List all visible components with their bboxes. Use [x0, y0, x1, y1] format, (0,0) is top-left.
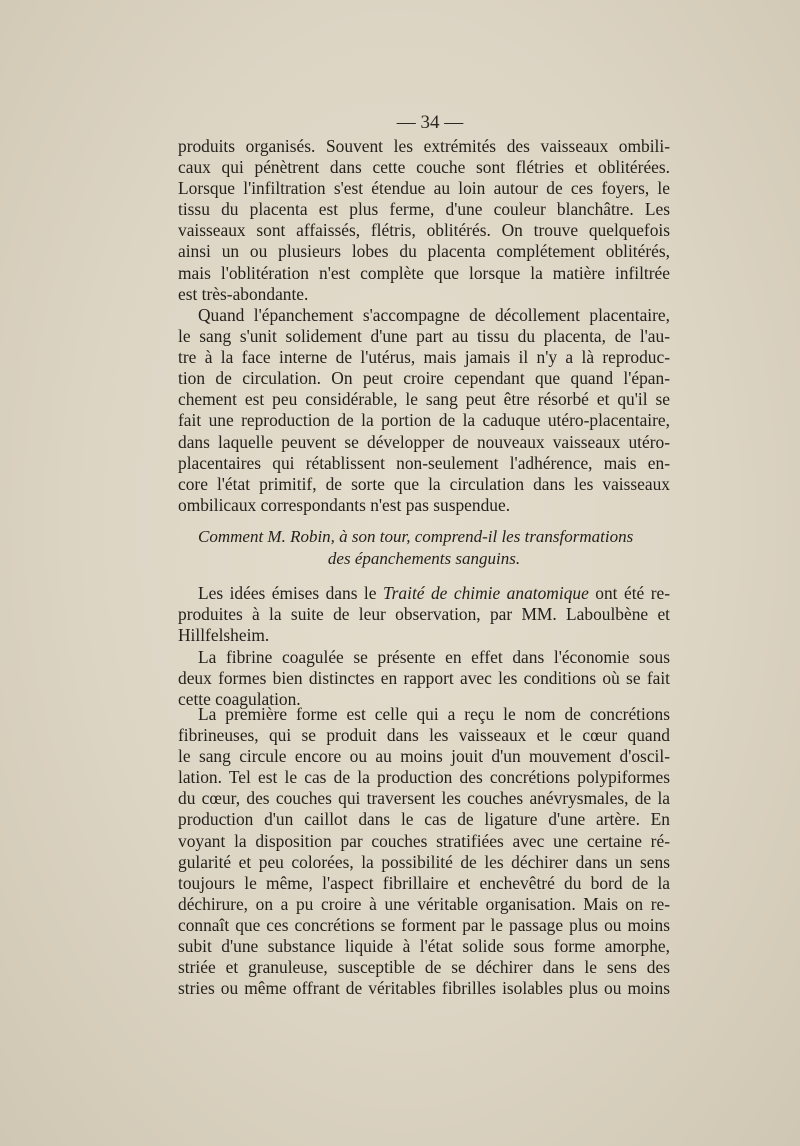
text-line: tre à la face interne de l'utérus, mais jamais il n'y a là reproduc- [178, 347, 670, 368]
text-line: production d'un caillot dans le cas de ligature d'une artère. En [178, 809, 670, 830]
text-line: lation. Tel est le cas de la production des concrétions polypiformes [178, 767, 670, 788]
text-line: ombilicaux correspondants n'est pas suspendue. [178, 494, 511, 515]
text-line: placentaires qui rétablissent non-seulement l'adhérence, mais en- [178, 452, 670, 473]
text-line: Quand l'épanchement s'accompagne de décollement placentaire, [198, 305, 670, 325]
text-line: core l'état primitif, de sorte que la circulation dans les vaisseaux [178, 473, 670, 494]
text-line: stries ou même offrant de véritables fibrilles isolables plus ou moins [178, 978, 670, 999]
paragraph-1 [178, 136, 670, 305]
text-line: connaît que ces concrétions se forment par le passage plus ou moins [178, 914, 670, 935]
text-line: dans laquelle peuvent se développer de nouveaux vaisseaux utéro- [178, 431, 670, 452]
text-line: fibrineuses, qui se produit dans les vaisseaux et le cœur quand [178, 725, 670, 746]
page-number: — 34 — [396, 112, 464, 133]
paragraph-2 [178, 305, 670, 516]
paragraph-3 [178, 583, 670, 646]
heading-line-2: des épanchements sanguins. [327, 549, 521, 568]
text-line: subit d'une substance liquide à l'état solide sous forme amorphe, [178, 936, 670, 957]
text-line: produits organisés. Souvent les extrémités des vaisseaux ombili- [178, 136, 670, 156]
text-line: chement est peu considérable, le sang peut être résorbé et qu'il se [178, 389, 670, 410]
text-line: ainsi un ou plusieurs lobes du placenta complétement oblitérés, [178, 241, 670, 262]
text-line: toujours le même, l'aspect fibrillaire et enchevêtré du bord de la [178, 872, 670, 893]
text-line: tion de circulation. On peut croire cependant que quand l'épan- [178, 368, 670, 389]
text-line: Hillfelsheim. [178, 625, 270, 646]
text-line: La première forme est celle qui a reçu le nom de concrétions [198, 704, 670, 724]
text-line: fait une reproduction de la portion de la caduque utéro-placentaire, [178, 410, 670, 431]
text-line: est très-abondante. [178, 283, 309, 304]
text-line: déchirure, on a pu croire à une véritable organisation. Mais on re- [178, 893, 670, 914]
text-line: voyant la disposition par couches stratifiées avec une certaine ré- [178, 830, 670, 851]
text-line: caux qui pénètrent dans cette couche sont flétries et oblitérées. [178, 157, 670, 178]
text-line: cette coagulation. [178, 689, 301, 710]
text-line: gularité et peu colorées, la possibilité de les déchirer dans un sens [178, 851, 670, 872]
heading-line-1: Comment M. Robin, à son tour, comprend-il les transformations [198, 527, 634, 546]
text-fragment: ont été re- [588, 583, 671, 603]
text-line: striée et granuleuse, susceptible de se déchirer dans le sens des [178, 957, 670, 978]
text-line: mais l'oblitération n'est complète que lorsque la matière infiltrée [178, 262, 670, 283]
text-line: le sang circule encore ou au moins jouit d'un mouvement d'oscil- [178, 746, 670, 767]
paragraph-5 [178, 704, 670, 999]
text-line: Lorsque l'infiltration s'est étendue au loin autour de ces foyers, le [178, 178, 670, 199]
text-line: vaisseaux sont affaissés, flétris, oblitérés. On trouve quelquefois [178, 220, 670, 241]
text-line: deux formes bien distinctes en rapport avec les conditions où se fait [178, 668, 670, 689]
text-line: produites à la suite de leur observation, par MM. Laboulbène et [178, 604, 670, 625]
paragraph-4 [178, 647, 670, 710]
text-line: tissu du placenta est plus ferme, d'une couleur blanchâtre. Les [178, 199, 670, 220]
text-line [178, 583, 670, 604]
text-line: le sang s'unit solidement d'une part au tissu du placenta, de l'au- [178, 326, 670, 347]
text-line: La fibrine coagulée se présente en effet dans l'économie sous [198, 647, 670, 667]
section-heading [178, 526, 670, 570]
text-line: du cœur, des couches qui traversent les couches anévrysmales, de la [178, 788, 670, 809]
book-title: Traité de chimie anatomique [382, 583, 589, 603]
text-fragment: Les idées émises dans le [198, 583, 383, 603]
